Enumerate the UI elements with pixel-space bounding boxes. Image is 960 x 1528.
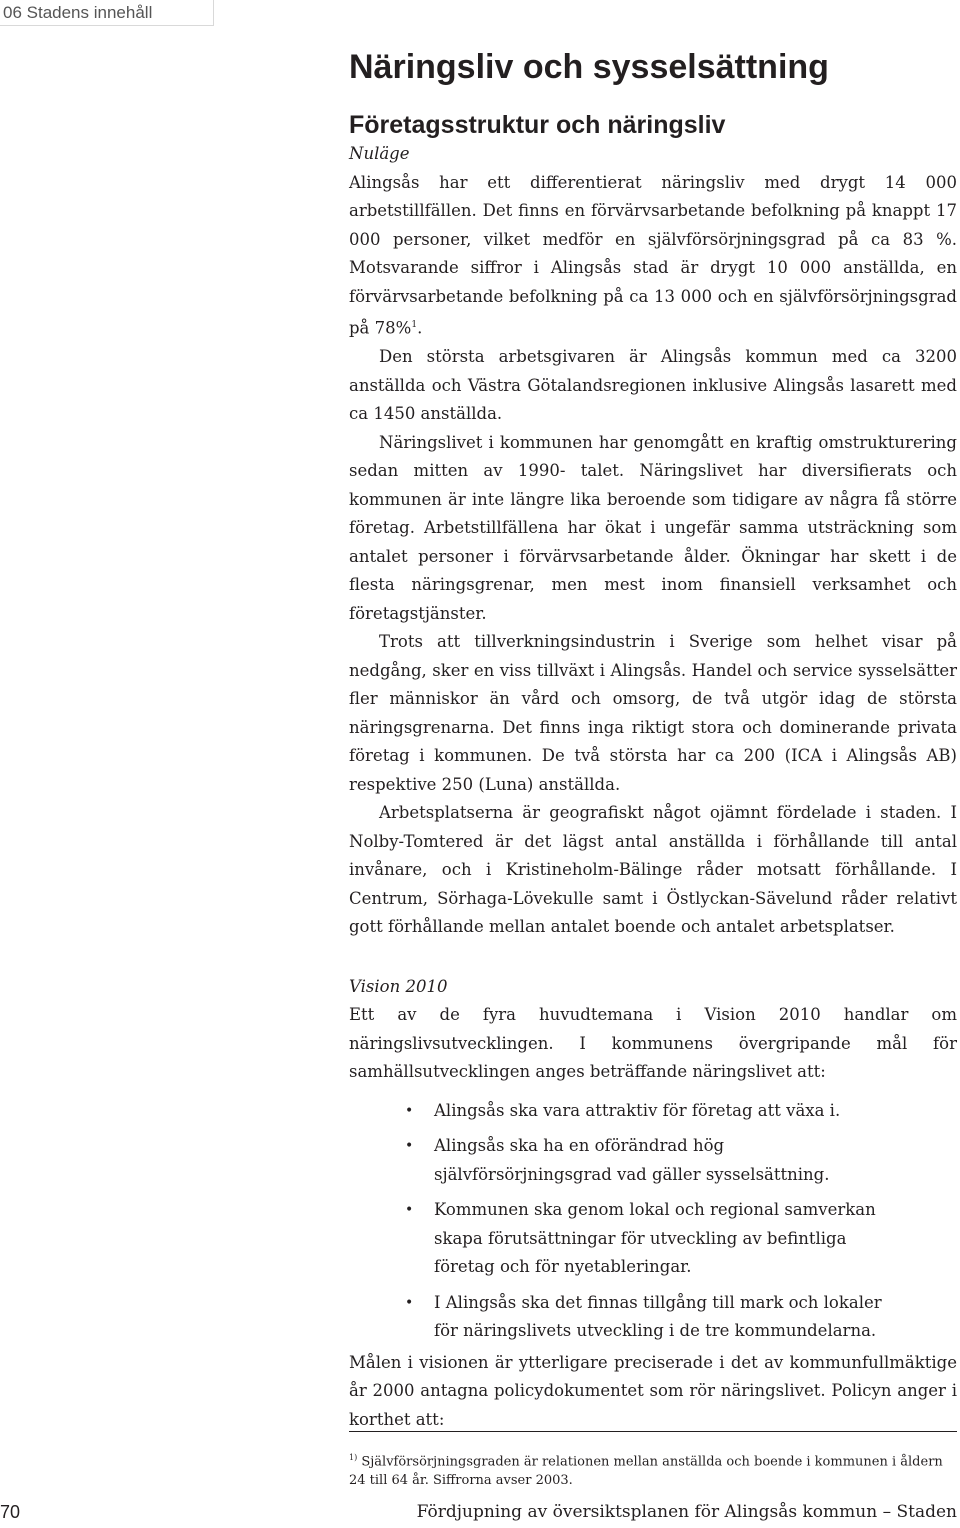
section-label: 06 Stadens innehåll (0, 0, 214, 26)
list-item-text: Alingsås ska vara attraktiv för företag att växa i. (434, 1100, 841, 1120)
list-item-text: I Alingsås ska det finnas tillgång till mark och lokaler för näringslivets utveckling i de tre kommundelarna. (434, 1292, 882, 1340)
bullet-icon: • (405, 1102, 414, 1119)
paragraph-1 (349, 169, 957, 344)
list-item-text: Alingsås ska ha en oförändrad hög självförsörjningsgrad vad gäller sysselsättning. (434, 1136, 830, 1184)
footnote-text: Självförsörjningsgraden är relationen mellan anställda och boende i kommunen i åldern 24 till 64 år. Siffrorna avser 2003. (349, 1454, 943, 1489)
paragraph-4: Trots att tillverkningsindustrin i Sverige som helhet visar på nedgång, sker en viss tillväxt i Alingsås. Handel och service sysselsätter fler människor än vård och omsorg, de två utgör idag de största näringsgrenarna. Det finns inga riktigt stora och dominerande privata företag i kommunen. De två största har ca 200 (ICA i Alingsås AB) respektive 250 (Luna) anställda. (349, 632, 957, 794)
goal-list (349, 1097, 957, 1346)
list-item (349, 1097, 894, 1126)
paragraph-1-end: . (417, 318, 423, 338)
list-item (349, 1289, 894, 1346)
footnote-divider (349, 1431, 957, 1432)
paragraph-3: Näringslivet i kommunen har genomgått en kraftig omstrukturering sedan mitten av 1990- talet. Näringslivet har diversifierats och kommunen är inte längre lika beroende som tidigare av några få större företag. Arbetstillfällena har ökat i ungefär samma utsträckning som antalet personer i förvärvsarbetande ålder. Ökningar har skett i de flesta näringsgrenar, men mest inom finansiell verksamhet och företagstjänster. (349, 432, 957, 623)
main-content (349, 40, 957, 1434)
bullet-icon: • (405, 1294, 414, 1311)
vision-heading: Vision 2010 (349, 976, 448, 996)
paragraph-2: Den största arbetsgivaren är Alingsås kommun med ca 3200 anställda och Västra Götalandsregionen inklusive Alingsås lasarett med ca 1450 anställda. (349, 347, 957, 423)
footnote-marker: 1) (349, 1453, 358, 1462)
bullet-icon: • (405, 1138, 414, 1154)
nulage-heading: Nuläge (349, 144, 410, 163)
bullet-icon: • (405, 1202, 414, 1218)
section-subtitle: Företagsstruktur och näringsliv (349, 111, 726, 139)
footnote-ref: 1 (411, 320, 418, 330)
vision-outro: Målen i visionen är ytterligare preciserade i det av kommunfullmäktige år 2000 antagna policydokumentet som rör näringslivet. Policyn anger i korthet att: (349, 1352, 957, 1429)
list-item (349, 1196, 894, 1282)
list-item-text: Kommunen ska genom lokal och regional samverkan skapa förutsättningar för utveckling av befintliga företag och för nyetableringar. (434, 1200, 876, 1276)
footnote (349, 1448, 957, 1490)
page-title: Näringsliv och sysselsättning (349, 48, 829, 86)
list-item (349, 1132, 894, 1189)
page-number: 70 (0, 1502, 21, 1522)
paragraph-1-text: Alingsås har ett differentierat näringsliv med drygt 14 000 arbetstillfällen. Det finns en förvärvsarbetande befolkning på knappt 17 000 personer, vilket medför en självförsörjningsgrad på ca 83 %. Motsvarande siffror i Alingsås stad är drygt 10 000 anställda, en förvärvsarbetande befolkning på ca 13 000 och en självförsörjningsgrad på 78% (349, 172, 957, 338)
footer-title: Fördjupning av översiktsplanen för Alingsås kommun – Staden (416, 1502, 957, 1522)
paragraph-5: Arbetsplatserna är geografiskt något ojämnt fördelade i staden. I Nolby-Tomtered är det lägst antal anställda i förhållande till antal invånare, och i Kristineholm-Bälinge råder motsatt förhållande. I Centrum, Sörhaga-Lövekulle samt i Östlyckan-Sävelund råder relativt gott förhållande mellan antalet boende och antalet arbetsplatser. (349, 803, 957, 936)
vision-intro: Ett av de fyra huvudtemana i Vision 2010 handlar om näringslivsutvecklingen. I kommunens övergripande mål för samhällsutvecklingen anges beträffande näringslivet att: (349, 1005, 957, 1081)
